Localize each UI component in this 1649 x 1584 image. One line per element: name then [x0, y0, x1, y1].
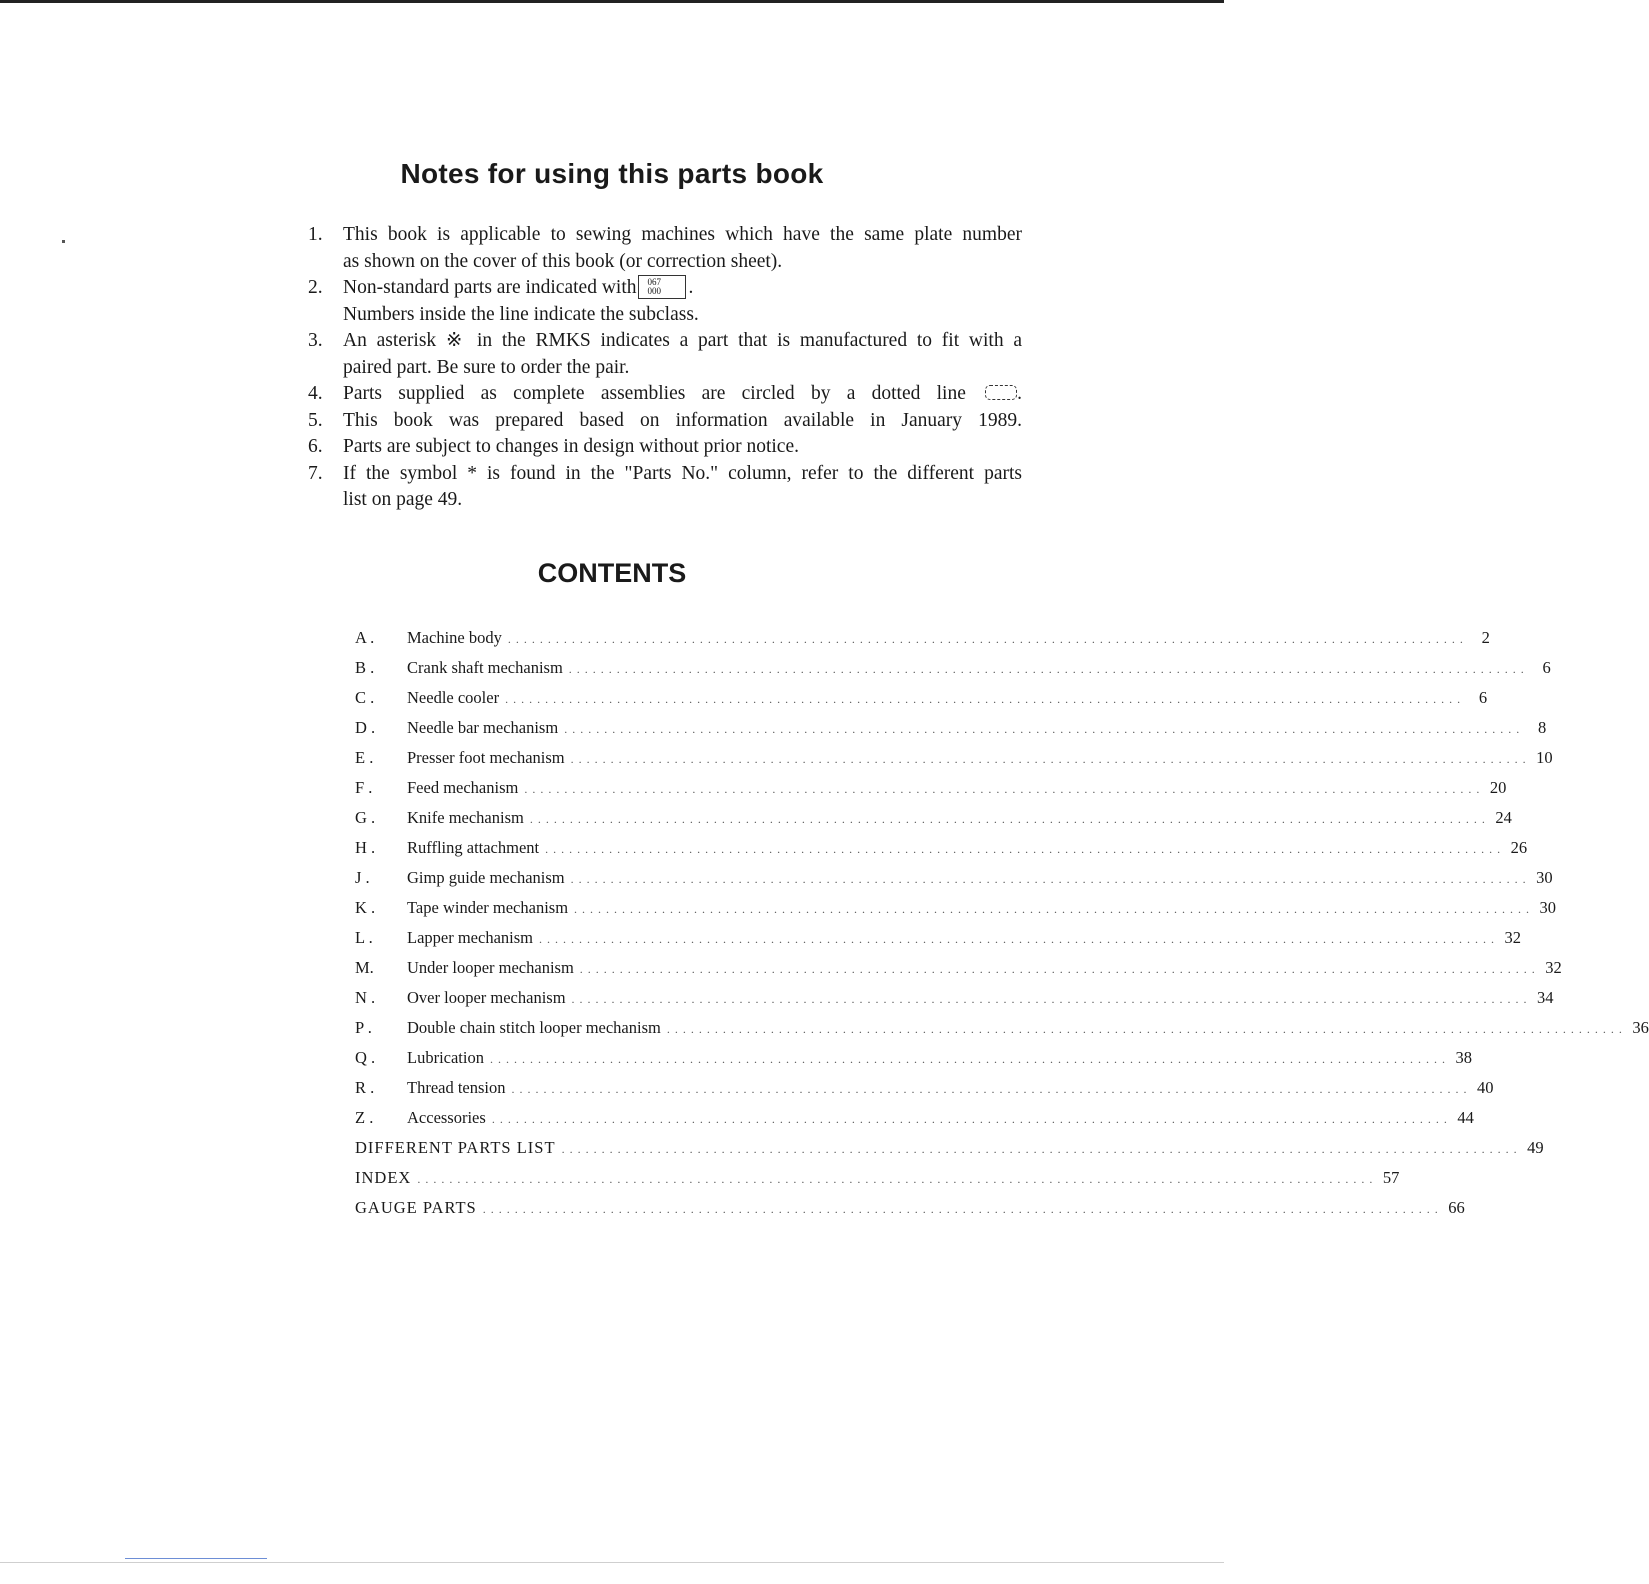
toc-entry: [355, 778, 1507, 808]
non-standard-part-box: [638, 275, 686, 299]
note-number: 5.: [308, 409, 323, 431]
toc-leader-dots: . . . . . . . . . . . . . . . . . . . . . . . . . . . . . . . . . . . . . . . . . . . . . . . . . . . . . . . . . . . . . . . . . . . . . . . . . . . . . . . . . . . . . . . . . . . . . . . . . . . . . . . . . . . . . . . . . . . . . . . .: [529, 812, 1486, 826]
note-line: paired part. Be sure to order the pair.: [343, 356, 630, 378]
toc-entry: [355, 1108, 1474, 1138]
toc-title: Lubrication: [407, 1048, 484, 1067]
toc-page-number: 49: [1527, 1138, 1544, 1157]
note-line: Parts are subject to changes in design without prior notice.: [343, 436, 799, 457]
toc-entry: [355, 1018, 1649, 1048]
note-line: This book is applicable to sewing machines which have the same plate number: [343, 224, 1022, 245]
toc-title: DIFFERENT PARTS LIST: [355, 1138, 556, 1157]
toc-entry: [355, 1048, 1472, 1078]
toc-section-letter: E .: [355, 748, 374, 767]
toc-entry: [355, 628, 1490, 658]
toc-page-number: 32: [1545, 958, 1562, 977]
toc-leader-dots: . . . . . . . . . . . . . . . . . . . . . . . . . . . . . . . . . . . . . . . . . . . . . . . . . . . . . . . . . . . . . . . . . . . . . . . . . . . . . . . . . . . . . . . . . . . . . . . . . . . . . . . . . . . . . . . . . . . . . . . .: [561, 1142, 1518, 1156]
toc-page-number: 34: [1537, 988, 1554, 1007]
note-text: Non-standard parts are indicated with: [343, 277, 637, 298]
bottom-rule: [0, 1562, 1224, 1563]
toc-leader-dots: . . . . . . . . . . . . . . . . . . . . . . . . . . . . . . . . . . . . . . . . . . . . . . . . . . . . . . . . . . . . . . . . . . . . . . . . . . . . . . . . . . . . . . . . . . . . . . . . . . . . . . . . . . . . . . . . . . . . . . . .: [511, 1082, 1468, 1096]
toc-leader-dots: . . . . . . . . . . . . . . . . . . . . . . . . . . . . . . . . . . . . . . . . . . . . . . . . . . . . . . . . . . . . . . . . . . . . . . . . . . . . . . . . . . . . . . . . . . . . . . . . . . . . . . . . . . . . . . . . . . . . . . . .: [574, 902, 1531, 916]
note-number: 3.: [308, 330, 323, 351]
toc-leader-dots: . . . . . . . . . . . . . . . . . . . . . . . . . . . . . . . . . . . . . . . . . . . . . . . . . . . . . . . . . . . . . . . . . . . . . . . . . . . . . . . . . . . . . . . . . . . . . . . . . . . . . . . . . . . . . . . . . . . . . . . .: [564, 722, 1521, 736]
toc-leader-dots: . . . . . . . . . . . . . . . . . . . . . . . . . . . . . . . . . . . . . . . . . . . . . . . . . . . . . . . . . . . . . . . . . . . . . . . . . . . . . . . . . . . . . . . . . . . . . . . . . . . . . . . . . . . . . . . . . . . . . . . .: [568, 662, 1525, 676]
toc-entry: [355, 808, 1512, 838]
toc-page-number: 57: [1382, 1168, 1400, 1187]
contents-title: CONTENTS: [537, 558, 687, 588]
box-bottom-number: 000: [647, 286, 661, 296]
note-line: [343, 275, 1022, 302]
toc-section-letter: D .: [355, 718, 376, 737]
note-number: 6.: [308, 436, 323, 457]
toc-section-letter: H .: [355, 838, 376, 857]
note-text: .: [688, 277, 694, 298]
toc-title: Ruffling attachment: [407, 838, 540, 857]
note-line: list on page 49.: [343, 489, 463, 510]
top-rule: [0, 0, 1224, 3]
notes-list: [300, 222, 1022, 514]
note-line: If the symbol * is found in the "Parts No." column, refer to the different parts: [343, 462, 1022, 484]
toc-entry: [355, 958, 1562, 988]
toc-page-number: 32: [1504, 928, 1521, 947]
toc-leader-dots: . . . . . . . . . . . . . . . . . . . . . . . . . . . . . . . . . . . . . . . . . . . . . . . . . . . . . . . . . . . . . . . . . . . . . . . . . . . . . . . . . . . . . . . . . . . . . . . . . . . . . . . . . . . . . . . . . . . . . . . .: [579, 962, 1536, 976]
toc-title: Presser foot mechanism: [407, 748, 565, 767]
toc-title: GAUGE PARTS: [355, 1198, 477, 1217]
toc-title: Needle bar mechanism: [407, 718, 559, 737]
toc-page-number: 38: [1455, 1048, 1472, 1067]
toc-title: Machine body: [407, 628, 502, 647]
toc-entry: [355, 868, 1553, 898]
toc-title: Lapper mechanism: [407, 928, 533, 947]
toc-entry: [355, 898, 1557, 928]
margin-mark: [62, 240, 65, 243]
toc-title: INDEX: [355, 1168, 412, 1187]
toc-entry: [355, 1138, 1544, 1168]
toc-page-number: 30: [1536, 868, 1553, 887]
toc-leader-dots: . . . . . . . . . . . . . . . . . . . . . . . . . . . . . . . . . . . . . . . . . . . . . . . . . . . . . . . . . . . . . . . . . . . . . . . . . . . . . . . . . . . . . . . . . . . . . . . . . . . . . . . . . . . . . . . . . . . . . . . .: [417, 1172, 1374, 1186]
note-text: .: [1017, 383, 1022, 404]
toc-title: Thread tension: [407, 1078, 506, 1097]
table-of-contents: [355, 628, 1649, 1228]
toc-leader-dots: . . . . . . . . . . . . . . . . . . . . . . . . . . . . . . . . . . . . . . . . . . . . . . . . . . . . . . . . . . . . . . . . . . . . . . . . . . . . . . . . . . . . . . . . . . . . . . . . . . . . . . . . . . . . . . . . . . . . . . . .: [570, 752, 1527, 766]
toc-page-number: 24: [1495, 808, 1512, 827]
toc-entry: [355, 1198, 1465, 1228]
toc-title: Accessories: [407, 1108, 486, 1127]
note-line: Numbers inside the line indicate the subclass.: [343, 303, 699, 325]
toc-leader-dots: . . . . . . . . . . . . . . . . . . . . . . . . . . . . . . . . . . . . . . . . . . . . . . . . . . . . . . . . . . . . . . . . . . . . . . . . . . . . . . . . . . . . . . . . . . . . . . . . . . . . . . . . . . . . . . . . . . . . . . . .: [507, 632, 1464, 646]
box-top-number: 067: [647, 277, 661, 287]
toc-section-letter: B .: [355, 658, 375, 677]
note-number: 2.: [308, 277, 323, 298]
toc-section-letter: K .: [355, 898, 376, 917]
toc-leader-dots: . . . . . . . . . . . . . . . . . . . . . . . . . . . . . . . . . . . . . . . . . . . . . . . . . . . . . . . . . . . . . . . . . . . . . . . . . . . . . . . . . . . . . . . . . . . . . . . . . . . . . . . . . . . . . . . . . . . . . . . .: [524, 782, 1481, 796]
toc-section-letter: R .: [355, 1078, 375, 1097]
note-text: Parts supplied as complete assemblies are circled by a dotted line: [343, 383, 966, 404]
dotted-line-icon: [985, 385, 1017, 400]
toc-page-number: 66: [1448, 1198, 1465, 1217]
note-number: 7.: [308, 462, 323, 484]
bottom-link-rule: [125, 1558, 267, 1559]
toc-page-number: 26: [1510, 838, 1528, 857]
toc-entry: [355, 718, 1547, 748]
toc-entry: [355, 1168, 1400, 1198]
toc-leader-dots: . . . . . . . . . . . . . . . . . . . . . . . . . . . . . . . . . . . . . . . . . . . . . . . . . . . . . . . . . . . . . . . . . . . . . . . . . . . . . . . . . . . . . . . . . . . . . . . . . . . . . . . . . . . . . . . . . . . . . . . .: [489, 1052, 1446, 1066]
note-item: [300, 381, 1022, 408]
note-line: as shown on the cover of this book (or correction sheet).: [343, 250, 783, 272]
toc-page-number: 20: [1489, 778, 1507, 797]
toc-leader-dots: . . . . . . . . . . . . . . . . . . . . . . . . . . . . . . . . . . . . . . . . . . . . . . . . . . . . . . . . . . . . . . . . . . . . . . . . . . . . . . . . . . . . . . . . . . . . . . . . . . . . . . . . . . . . . . . . . . . . . . . .: [482, 1202, 1439, 1216]
toc-page-number: 8: [1537, 718, 1547, 737]
toc-page-number: 2: [1481, 628, 1490, 647]
toc-leader-dots: . . . . . . . . . . . . . . . . . . . . . . . . . . . . . . . . . . . . . . . . . . . . . . . . . . . . . . . . . . . . . . . . . . . . . . . . . . . . . . . . . . . . . . . . . . . . . . . . . . . . . . . . . . . . . . . . . . . . . . . .: [539, 932, 1495, 946]
toc-title: Gimp guide mechanism: [407, 868, 565, 887]
note-line: This book was prepared based on information available in January 1989.: [343, 409, 1022, 431]
toc-entry: [355, 748, 1553, 778]
toc-page-number: 10: [1536, 748, 1553, 767]
toc-section-letter: P .: [355, 1018, 372, 1037]
toc-leader-dots: . . . . . . . . . . . . . . . . . . . . . . . . . . . . . . . . . . . . . . . . . . . . . . . . . . . . . . . . . . . . . . . . . . . . . . . . . . . . . . . . . . . . . . . . . . . . . . . . . . . . . . . . . . . . . . . . . . . . . . . .: [545, 842, 1502, 856]
toc-title: Needle cooler: [407, 688, 500, 707]
toc-title: Feed mechanism: [407, 778, 519, 797]
toc-entry: [355, 928, 1521, 958]
toc-section-letter: F .: [355, 778, 373, 797]
note-item: [300, 328, 1022, 381]
toc-entry: [355, 688, 1488, 718]
toc-section-letter: G .: [355, 808, 376, 827]
toc-leader-dots: . . . . . . . . . . . . . . . . . . . . . . . . . . . . . . . . . . . . . . . . . . . . . . . . . . . . . . . . . . . . . . . . . . . . . . . . . . . . . . . . . . . . . . . . . . . . . . . . . . . . . . . . . . . . . . . . . . . . . . . .: [571, 992, 1528, 1006]
toc-page-number: 30: [1539, 898, 1557, 917]
toc-page-number: 40: [1477, 1078, 1494, 1097]
toc-title: Double chain stitch looper mechanism: [407, 1018, 661, 1037]
note-item: [300, 275, 1022, 328]
toc-leader-dots: . . . . . . . . . . . . . . . . . . . . . . . . . . . . . . . . . . . . . . . . . . . . . . . . . . . . . . . . . . . . . . . . . . . . . . . . . . . . . . . . . . . . . . . . . . . . . . . . . . . . . . . . . . . . . . . . . . . . . . . .: [491, 1112, 1448, 1126]
toc-page-number: 36: [1632, 1018, 1649, 1037]
toc-title: Crank shaft mechanism: [407, 658, 563, 677]
toc-section-letter: Q .: [355, 1048, 376, 1067]
toc-leader-dots: . . . . . . . . . . . . . . . . . . . . . . . . . . . . . . . . . . . . . . . . . . . . . . . . . . . . . . . . . . . . . . . . . . . . . . . . . . . . . . . . . . . . . . . . . . . . . . . . . . . . . . . . . . . . . . . . . . . . . . . .: [570, 872, 1527, 886]
note-number: 1.: [308, 224, 323, 245]
note-item: [300, 461, 1022, 514]
toc-section-letter: M.: [355, 958, 374, 977]
note-line: An asterisk ※ in the RMKS indicates a part that is manufactured to fit with a: [343, 330, 1022, 351]
toc-title: Knife mechanism: [407, 808, 524, 827]
toc-leader-dots: . . . . . . . . . . . . . . . . . . . . . . . . . . . . . . . . . . . . . . . . . . . . . . . . . . . . . . . . . . . . . . . . . . . . . . . . . . . . . . . . . . . . . . . . . . . . . . . . . . . . . . . . . . . . . . . . . . . . . . . .: [666, 1022, 1623, 1036]
notes-title: Notes for using this parts book: [400, 158, 824, 189]
note-item: [300, 408, 1022, 435]
toc-title: Over looper mechanism: [407, 988, 566, 1007]
toc-entry: [355, 658, 1551, 688]
toc-section-letter: C .: [355, 688, 375, 707]
toc-entry: [355, 838, 1528, 868]
toc-section-letter: N .: [355, 988, 376, 1007]
note-item: [300, 434, 1022, 461]
toc-section-letter: J .: [355, 868, 370, 887]
note-line: [343, 381, 1022, 408]
note-number: 4.: [308, 383, 323, 404]
toc-entry: [355, 1078, 1494, 1108]
toc-page-number: 44: [1457, 1108, 1474, 1127]
toc-entry: [355, 988, 1554, 1018]
toc-leader-dots: . . . . . . . . . . . . . . . . . . . . . . . . . . . . . . . . . . . . . . . . . . . . . . . . . . . . . . . . . . . . . . . . . . . . . . . . . . . . . . . . . . . . . . . . . . . . . . . . . . . . . . . . . . . . . . . . . . . . . . . .: [505, 692, 1462, 706]
toc-section-letter: A .: [355, 628, 375, 647]
toc-section-letter: Z .: [355, 1108, 374, 1127]
note-item: [300, 222, 1022, 275]
toc-page-number: 6: [1542, 658, 1551, 677]
toc-title: Under looper mechanism: [407, 958, 574, 977]
toc-page-number: 6: [1478, 688, 1488, 707]
toc-section-letter: L .: [355, 928, 373, 947]
toc-title: Tape winder mechanism: [407, 898, 569, 917]
